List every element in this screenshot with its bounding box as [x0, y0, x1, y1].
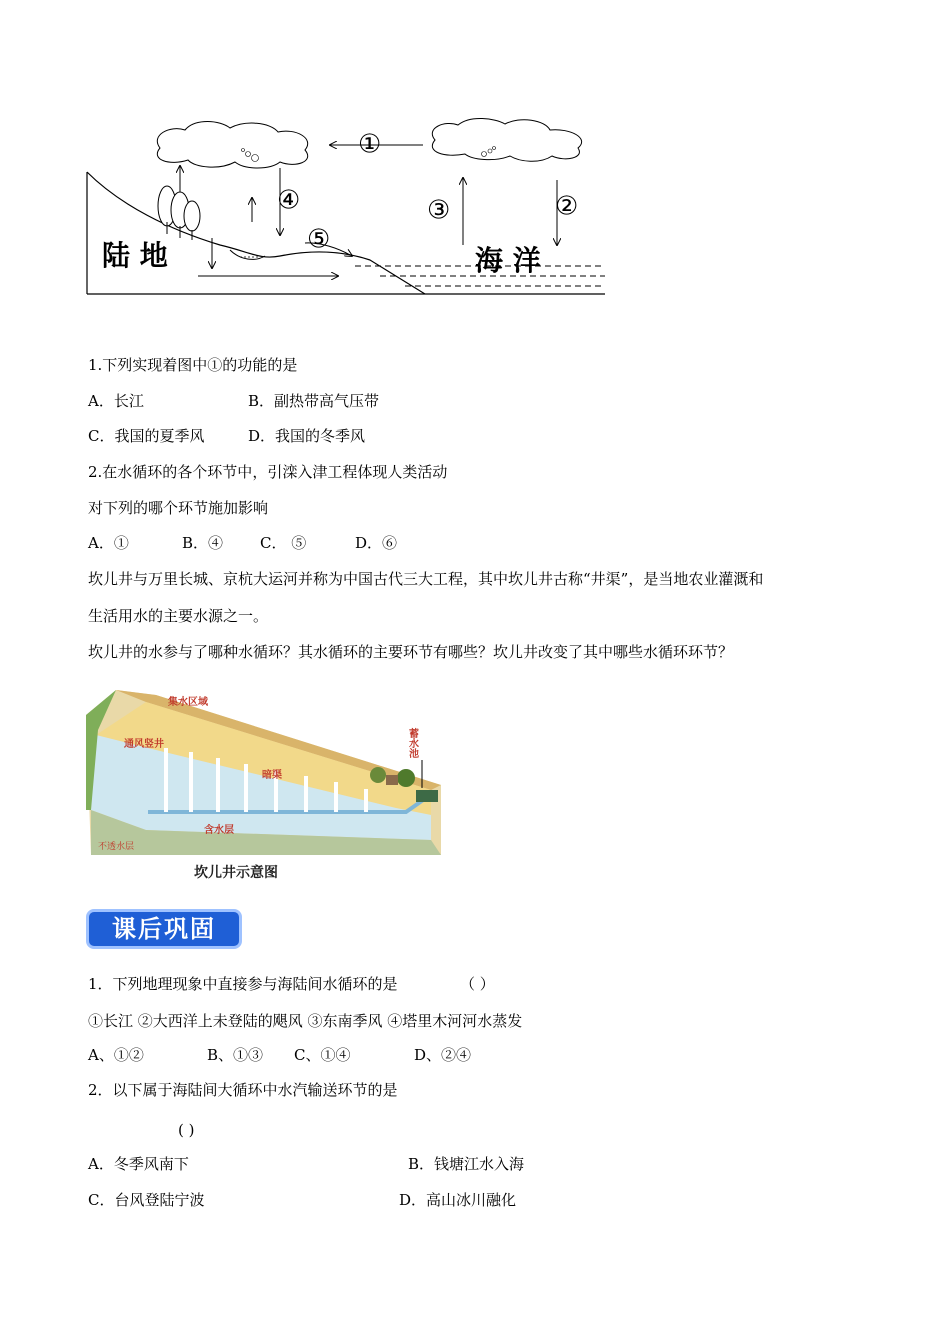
q1-stem: 1.下列实现着图中①的功能的是 — [88, 356, 298, 374]
p2-q1-stem: 1．下列地理现象中直接参与海陆间水循环的是 — [88, 975, 398, 993]
cloud-land — [157, 122, 307, 169]
p2-q2-option-d: D．高山冰川融化 — [399, 1191, 517, 1209]
water-cycle-diagram — [80, 110, 620, 310]
q1-option-a: A．长江 — [88, 392, 144, 410]
cloud-sea — [432, 118, 581, 161]
label-land: 陆 地 — [102, 239, 168, 272]
label-sea: 海 洋 — [475, 244, 541, 277]
label-c5: ⑤ — [307, 224, 331, 255]
p2-q2-paren: ( ) — [178, 1121, 195, 1139]
p2-q2-option-a: A．冬季风南下 — [88, 1155, 189, 1173]
p2-q1-paren: （ ） — [460, 975, 495, 993]
q1-option-c: C．我国的夏季风 — [88, 427, 205, 445]
karez-question: 坎儿井的水参与了哪种水循环？其水循环的主要环节有哪些？坎儿井改变了其中哪些水循环环节？ — [88, 643, 734, 661]
p2-q2-option-b: B．钱塘江水入海 — [408, 1155, 525, 1173]
q2-stem-line1: 2.在水循环的各个环节中，引滦入津工程体现人类活动 — [88, 463, 448, 481]
karez-label-pool: 蓄水池 — [406, 728, 418, 758]
label-c3: ③ — [427, 195, 451, 226]
p2-q1-items: ①长江 ②大西洋上未登陆的飓风 ③东南季风 ④塔里木河河水蒸发 — [88, 1012, 523, 1030]
karez-paragraph-2: 生活用水的主要水源之一。 — [88, 607, 269, 625]
p2-q1-option-d: D、②④ — [414, 1046, 472, 1064]
q1-option-d: D．我国的冬季风 — [248, 427, 366, 445]
karez-label-shaft: 通风竖井 — [124, 739, 164, 750]
q2-option-c: C． ⑤ — [260, 534, 307, 552]
q2-option-a: A．① — [88, 534, 129, 552]
karez-label-aquifer: 含水层 — [204, 825, 234, 836]
q1-option-b: B．副热带高气压带 — [248, 392, 380, 410]
label-c2: ② — [555, 191, 579, 222]
q2-option-d: D．⑥ — [355, 534, 398, 552]
label-c1: ① — [358, 129, 382, 160]
karez-label-catchment: 集水区域 — [168, 697, 208, 708]
karez-label-impermeable: 不透水层 — [98, 842, 135, 852]
p2-q1-option-b: B、①③ — [207, 1046, 264, 1064]
p2-q1-option-a: A、①② — [88, 1046, 144, 1064]
q2-stem-line2: 对下列的哪个环节施加影响 — [88, 499, 269, 517]
karez-paragraph-1: 坎儿井与万里长城、京杭大运河并称为中国古代三大工程，其中坎儿井古称“井渠”，是当地农业灌溉和 — [88, 570, 764, 588]
section-title-badge: 课后巩固 — [86, 909, 242, 949]
karez-diagram — [86, 690, 446, 886]
p2-q2-option-c: C．台风登陆宁波 — [88, 1191, 205, 1209]
label-c4: ④ — [277, 185, 301, 216]
karez-caption: 坎儿井示意图 — [194, 865, 278, 881]
p2-q1-option-c: C、①④ — [294, 1046, 351, 1064]
p2-q2-stem: 2．以下属于海陆间大循环中水汽输送环节的是 — [88, 1081, 398, 1099]
karez-label-channel: 暗渠 — [262, 770, 282, 781]
q2-option-b: B．④ — [182, 534, 224, 552]
